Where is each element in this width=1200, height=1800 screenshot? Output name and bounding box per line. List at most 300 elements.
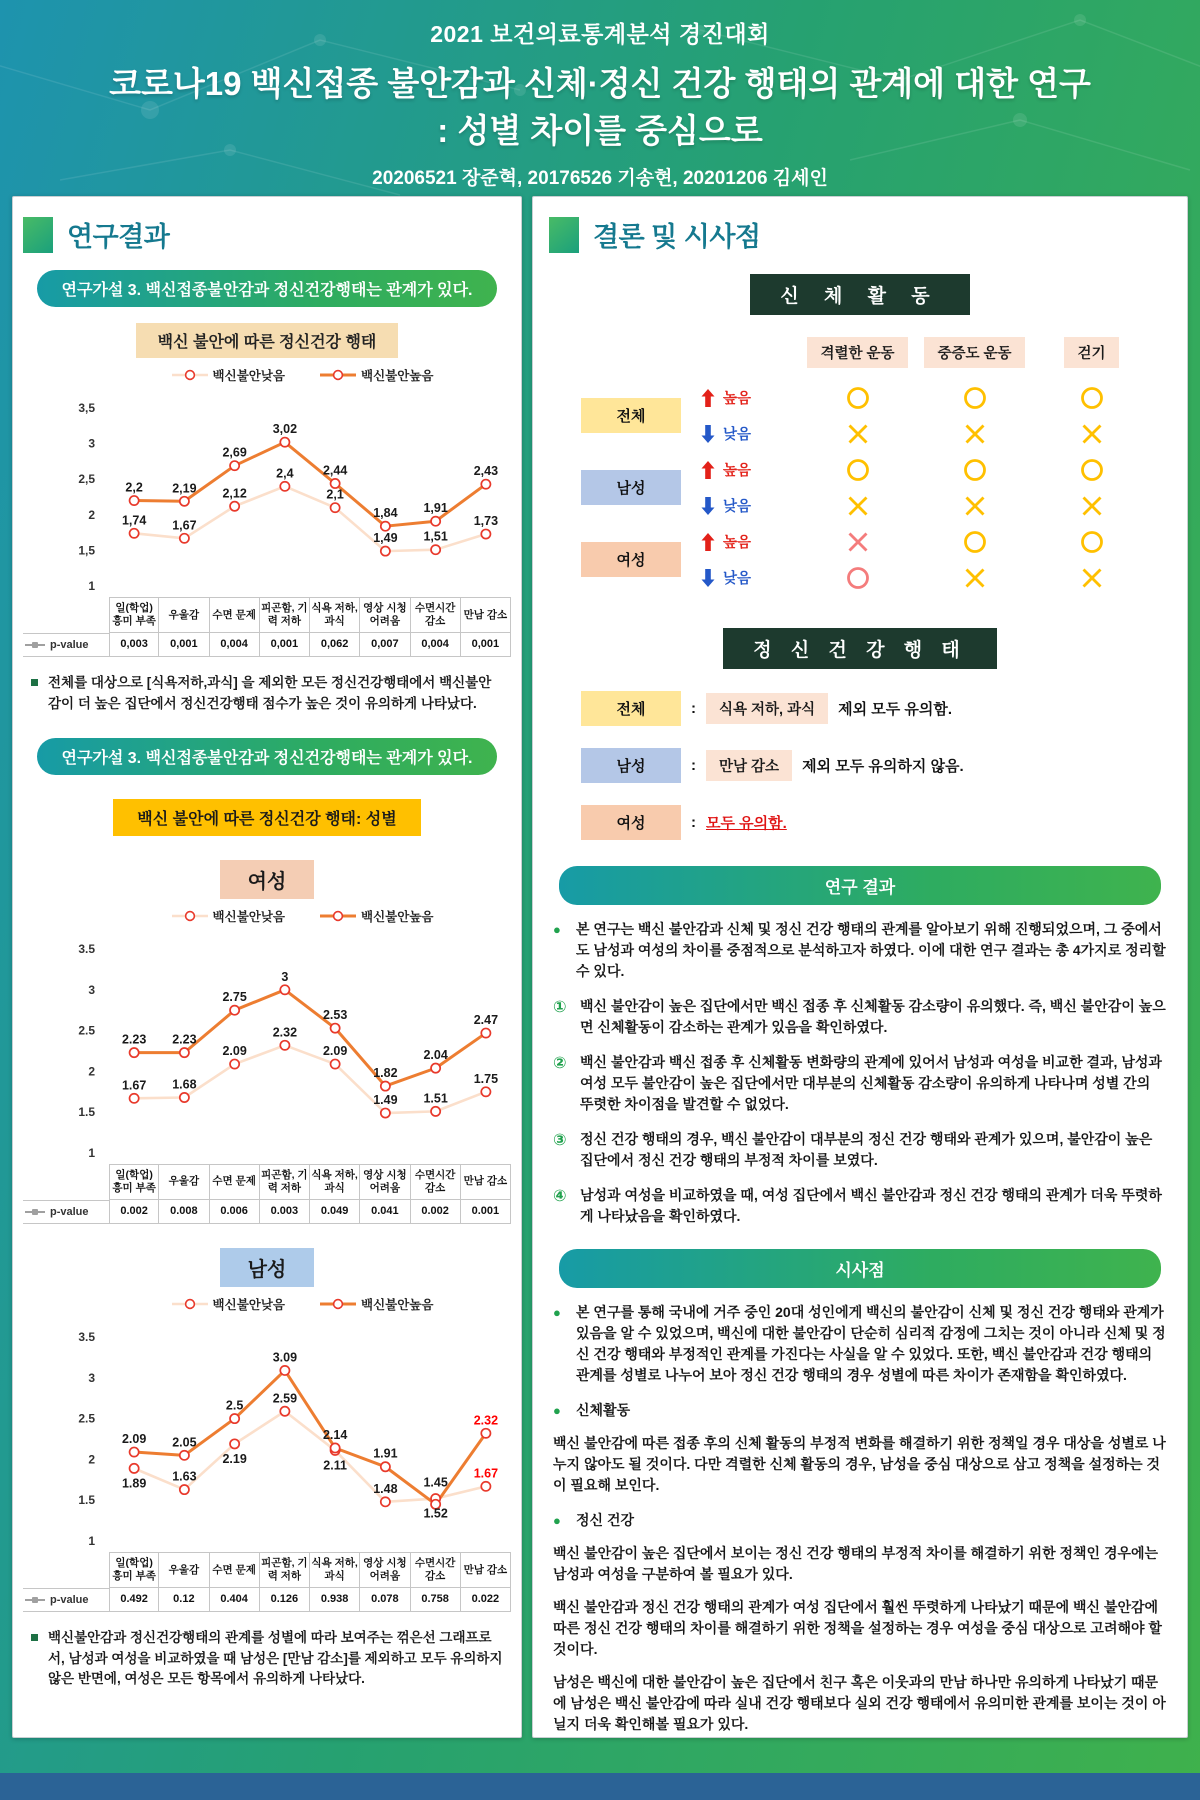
implication-paragraph: 남성은 백신에 대한 불안감이 높은 집단에서 친구 혹은 이웃과의 만남 하나만 유의하게 나타났기 때문에 남성은 백신 불안감에 따라 실내 건강 행태보다 실외 건강 행태에서 유의미한 관계를 보이는 것이 아닐지 더욱 확인해볼 필요가 있다. bbox=[553, 1674, 1166, 1732]
svg-text:2,19: 2,19 bbox=[172, 481, 197, 496]
legend-label: 백신불안낮음 bbox=[212, 1298, 285, 1312]
p-value-cell: 0.049 bbox=[310, 1200, 360, 1224]
low-label: 낮음 bbox=[723, 499, 752, 515]
svg-text:2.09: 2.09 bbox=[121, 1432, 147, 1447]
mental-health-summary bbox=[549, 691, 1171, 840]
implications-intro bbox=[553, 1302, 1167, 1386]
high-row-label bbox=[701, 381, 799, 414]
mental-text: 제외 모두 유의함. bbox=[838, 701, 953, 718]
line-plot bbox=[23, 386, 511, 592]
mental-health-title: 정 신 건 강 행 태 bbox=[723, 628, 997, 669]
symbol-cell bbox=[799, 489, 916, 522]
svg-text:1.45: 1.45 bbox=[423, 1475, 448, 1490]
svg-text:1,5: 1,5 bbox=[78, 543, 95, 558]
symbol-cell bbox=[799, 417, 916, 450]
physical-activity-table bbox=[581, 337, 1171, 594]
svg-text:1,84: 1,84 bbox=[373, 506, 398, 521]
legend-item bbox=[319, 1295, 433, 1313]
legend-marker-icon bbox=[171, 369, 209, 381]
arrow-down-icon bbox=[701, 424, 715, 444]
svg-text:2,44: 2,44 bbox=[322, 463, 348, 478]
svg-text:1.49: 1.49 bbox=[373, 1092, 398, 1107]
svg-text:2: 2 bbox=[88, 1452, 95, 1467]
female-label-box: 여성 bbox=[220, 860, 315, 899]
legend-item bbox=[319, 907, 433, 925]
legend-marker-icon bbox=[319, 1298, 357, 1310]
x-symbol-icon bbox=[845, 493, 871, 519]
svg-text:2.5: 2.5 bbox=[225, 1398, 244, 1413]
p-value-cell: 0.126 bbox=[260, 1588, 310, 1612]
svg-text:1.75: 1.75 bbox=[473, 1071, 499, 1086]
category-header-cell: 우울감 bbox=[159, 1164, 209, 1200]
symbol-cell bbox=[799, 525, 916, 558]
legend-label: 백신불안높음 bbox=[361, 369, 434, 383]
x-symbol-icon bbox=[1079, 421, 1105, 447]
physical-column-header bbox=[1033, 337, 1150, 368]
p-value-cell: 0,062 bbox=[310, 633, 360, 657]
svg-text:3.5: 3.5 bbox=[78, 1330, 95, 1344]
p-value-cell: 0.002 bbox=[411, 1200, 461, 1224]
p-value-label: p-value bbox=[50, 1206, 89, 1218]
symbol-cell bbox=[1033, 453, 1150, 486]
hypothesis-banner-2: 연구가설 3. 백신접종불안감과 정신건강행태는 관계가 있다. bbox=[37, 738, 497, 775]
point-text: 백신 불안감과 백신 접종 후 신체활동 변화량의 관계에 있어서 남성과 여성을 비교한 결과, 남성과 여성 모두 불안감이 높은 집단에서만 대부분의 신체활동 감소량이 유의하게 나타나며 성별 간의 뚜렷한 차이점을 발견할 수 없었다. bbox=[580, 1054, 1162, 1112]
implication-mental-heading-text: 정신 건강 bbox=[576, 1512, 634, 1528]
physical-column-chip: 중증도 운동 bbox=[924, 337, 1024, 368]
colon: : bbox=[691, 757, 696, 774]
mental-group-label: 전체 bbox=[581, 691, 681, 726]
authors: 20206521 장준혁, 20176526 기송현, 20201206 김세인 bbox=[372, 167, 828, 189]
point-text: 정신 건강 행태의 경우, 백신 불안감이 대부분의 정신 건강 행태와 관계가 있으며, 불안감이 높은 집단에서 정신 건강 행태의 부정적 차이를 보였다. bbox=[580, 1131, 1153, 1168]
conclusion-section-title: 결론 및 시사점 bbox=[593, 222, 761, 252]
chart-table bbox=[23, 1552, 511, 1612]
svg-text:1.63: 1.63 bbox=[172, 1469, 197, 1484]
results-intro bbox=[553, 919, 1167, 982]
svg-text:2.09: 2.09 bbox=[222, 1043, 247, 1058]
physical-column-chip: 걷기 bbox=[1064, 337, 1118, 368]
category-header-cell: 영상 시청 어려움 bbox=[360, 1552, 410, 1588]
low-row-label bbox=[701, 561, 799, 594]
point-text: 남성과 여성을 비교하였을 때, 여성 집단에서 백신 불안감과 정신 건강 행태의 관계가 더욱 뚜렷하게 나타났음을 확인하였다. bbox=[580, 1187, 1162, 1224]
legend-item bbox=[171, 907, 285, 925]
high-label: 높음 bbox=[723, 391, 752, 407]
x-symbol-icon bbox=[962, 421, 988, 447]
category-header-cell: 수면 문제 bbox=[210, 1552, 260, 1588]
poster-body bbox=[0, 196, 1200, 1738]
svg-text:2,4: 2,4 bbox=[276, 466, 294, 481]
result-point bbox=[553, 996, 1167, 1038]
poster-title-line2: : 성별 차이를 중심으로 bbox=[437, 111, 763, 149]
p-value-cell: 0,004 bbox=[210, 633, 260, 657]
svg-text:2.09: 2.09 bbox=[322, 1043, 348, 1058]
chart1-title-box: 백신 불안에 따른 정신건강 행태 bbox=[136, 323, 399, 358]
svg-text:2.47: 2.47 bbox=[473, 1012, 499, 1027]
svg-text:2.05: 2.05 bbox=[172, 1435, 197, 1450]
legend-label: 백신불안높음 bbox=[361, 909, 434, 924]
physical-group-label: 전체 bbox=[581, 398, 681, 433]
svg-text:1.82: 1.82 bbox=[373, 1065, 398, 1080]
svg-text:1,74: 1,74 bbox=[121, 513, 147, 528]
p-value-marker-icon bbox=[25, 644, 45, 646]
circle-symbol-icon bbox=[962, 385, 988, 411]
physical-activity-title: 신 체 활 동 bbox=[750, 274, 969, 315]
male-label-box: 남성 bbox=[220, 1248, 315, 1287]
physical-column-header bbox=[799, 337, 916, 368]
mental-group-label: 여성 bbox=[581, 805, 681, 840]
p-value-cell: 0,003 bbox=[109, 633, 159, 657]
chart-male bbox=[23, 1295, 511, 1612]
category-header-cell: 수면시간 감소 bbox=[411, 1552, 461, 1588]
svg-text:2.19: 2.19 bbox=[222, 1451, 247, 1466]
poster-title bbox=[0, 61, 1200, 155]
symbol-cell bbox=[916, 489, 1033, 522]
point-number-icon: ② bbox=[553, 1055, 567, 1072]
p-value-cell: 0.022 bbox=[461, 1588, 511, 1612]
results-section-header bbox=[23, 215, 511, 254]
svg-text:3: 3 bbox=[88, 436, 95, 451]
p-value-label: p-value bbox=[50, 639, 89, 652]
high-label: 높음 bbox=[723, 463, 752, 479]
p-value-cell: 0.758 bbox=[411, 1588, 461, 1612]
svg-text:2.23: 2.23 bbox=[121, 1032, 147, 1047]
circle-symbol-icon bbox=[1079, 457, 1105, 483]
poster-header bbox=[0, 0, 1200, 196]
contest-title: 2021 보건의료통계분석 경진대회 bbox=[430, 21, 770, 47]
svg-text:2,1: 2,1 bbox=[326, 487, 344, 502]
low-row-label bbox=[701, 417, 799, 450]
mental-summary-row bbox=[581, 748, 1171, 783]
svg-text:3,5: 3,5 bbox=[78, 401, 95, 415]
left-panel-results bbox=[12, 196, 522, 1738]
legend-label: 백신불안낮음 bbox=[212, 909, 285, 924]
svg-text:2.53: 2.53 bbox=[322, 1007, 348, 1022]
circle-symbol-icon bbox=[1079, 529, 1105, 555]
category-header-cell: 영상 시청 어려움 bbox=[360, 597, 410, 633]
symbol-cell bbox=[916, 561, 1033, 594]
legend-label: 백신불안낮음 bbox=[212, 369, 285, 383]
circle-symbol-icon bbox=[845, 385, 871, 411]
mental-chip: 만남 감소 bbox=[706, 750, 792, 781]
results-section-title: 연구결과 bbox=[67, 222, 170, 252]
svg-text:2.14: 2.14 bbox=[322, 1427, 348, 1442]
p-value-cell: 0.938 bbox=[310, 1588, 360, 1612]
circle-symbol-icon bbox=[1079, 385, 1105, 411]
right-panel-conclusion bbox=[532, 196, 1188, 1738]
mental-summary-row bbox=[581, 691, 1171, 726]
symbol-cell bbox=[916, 453, 1033, 486]
svg-text:2: 2 bbox=[88, 507, 95, 522]
x-symbol-icon bbox=[845, 529, 871, 555]
chart-female bbox=[23, 907, 511, 1224]
p-value-marker-icon bbox=[25, 1211, 45, 1213]
physical-group-cell bbox=[581, 542, 701, 577]
legend-item bbox=[171, 1295, 285, 1313]
implications-banner: 시사점 bbox=[559, 1249, 1161, 1288]
mental-text: 제외 모두 유의하지 않음. bbox=[802, 758, 964, 775]
p-value-cell: 0,007 bbox=[360, 633, 410, 657]
p-value-cell: 0.006 bbox=[210, 1200, 260, 1224]
category-header-cell: 만남 감소 bbox=[461, 597, 511, 633]
implication-mental-heading bbox=[553, 1510, 1167, 1531]
svg-text:2,2: 2,2 bbox=[125, 480, 143, 495]
p-value-cell: 0,001 bbox=[461, 633, 511, 657]
results-banner: 연구 결과 bbox=[559, 866, 1161, 905]
p-value-cell: 0,001 bbox=[159, 633, 209, 657]
p-value-cell: 0.008 bbox=[159, 1200, 209, 1224]
category-header-cell: 피곤함, 기력 저하 bbox=[260, 1552, 310, 1588]
p-value-cell: 0.041 bbox=[360, 1200, 410, 1224]
legend-marker-icon bbox=[319, 369, 357, 381]
line-plot bbox=[23, 927, 511, 1159]
category-header-cell: 만남 감소 bbox=[461, 1552, 511, 1588]
section-square-icon bbox=[23, 217, 53, 253]
svg-text:3.5: 3.5 bbox=[78, 941, 95, 956]
svg-text:2,69: 2,69 bbox=[222, 445, 247, 460]
poster-title-line1: 코로나19 백신접종 불안감과 신체·정신 건강 행태의 관계에 대한 연구 bbox=[109, 65, 1091, 102]
legend-item bbox=[319, 366, 433, 384]
implication-paragraph: 백신 불안감이 높은 집단에서 보이는 정신 건강 행태의 부정적 차이를 해결하기 위한 정책인 경우에는 남성과 여성을 구분하여 볼 필요가 있다. bbox=[553, 1545, 1159, 1582]
conclusion-section-header bbox=[549, 215, 1171, 254]
p-value-cell: 0,001 bbox=[260, 633, 310, 657]
point-number-icon: ① bbox=[553, 999, 567, 1016]
x-symbol-icon bbox=[845, 421, 871, 447]
legend-label: 백신불안높음 bbox=[361, 1298, 434, 1312]
svg-text:2.5: 2.5 bbox=[78, 1411, 95, 1426]
table-corner-blank bbox=[23, 1164, 109, 1200]
category-header-cell: 만남 감소 bbox=[461, 1164, 511, 1200]
svg-text:2.23: 2.23 bbox=[172, 1032, 197, 1047]
category-header-cell: 피곤함, 기력 저하 bbox=[260, 597, 310, 633]
svg-text:2,5: 2,5 bbox=[78, 472, 95, 487]
physical-group-cell bbox=[581, 398, 701, 433]
note-2-text: 백신불안감과 정신건강행태의 관계를 성별에 따라 보여주는 꺾은선 그래프로서, 남성과 여성을 비교하였을 때 남성은 [만남 감소]를 제외하고 모두 유의하지 않은 반면에, 여성은 모든 항목에서 유의하게 나타났다. bbox=[48, 1630, 503, 1686]
svg-text:1.89: 1.89 bbox=[121, 1476, 147, 1491]
implications-intro-text: 본 연구를 통해 국내에 거주 중인 20대 성인에게 백신의 불안감이 신체 및 정신 건강 행태와 관계가 있음을 알 수 있었으며, 백신에 대한 불안감이 단순히 심리적 감정에 그치는 것이 아니라 신체 및 정신 건강 행태와 부정적인 관계를 가진다는 사실을 알 수 있었다. 또한, 백신 불안감과 건강 행태의 관계를 성별로 나누어 보아 정신 건강 행태의 경우 성별에 따른 차이가 존재함을 확인하였다. bbox=[576, 1304, 1166, 1383]
hypothesis-banner-1: 연구가설 3. 백신접종불안감과 정신건강행태는 관계가 있다. bbox=[37, 270, 497, 307]
square-bullet-icon bbox=[31, 1634, 38, 1641]
colon: : bbox=[691, 700, 696, 717]
arrow-up-icon bbox=[701, 532, 715, 552]
legend-marker-icon bbox=[171, 910, 209, 922]
symbol-cell bbox=[1033, 489, 1150, 522]
point-number-icon: ③ bbox=[553, 1132, 567, 1149]
category-header-cell: 우울감 bbox=[159, 597, 209, 633]
p-value-marker-icon bbox=[25, 1599, 45, 1601]
x-symbol-icon bbox=[962, 565, 988, 591]
svg-text:2.11: 2.11 bbox=[323, 1458, 347, 1473]
circle-symbol-icon bbox=[962, 529, 988, 555]
chart-table bbox=[23, 597, 511, 657]
low-label: 낮음 bbox=[723, 571, 752, 587]
category-header-cell: 일(학업) 흥미 부족 bbox=[109, 597, 159, 633]
point-text: 백신 불안감이 높은 집단에서만 백신 접종 후 신체활동 감소량이 유의했다. 즉, 백신 불안감이 높으면 신체활동이 감소하는 관계가 있음을 확인하였다. bbox=[580, 998, 1166, 1035]
svg-text:2.04: 2.04 bbox=[423, 1047, 448, 1062]
chart2-title-box: 백신 불안에 따른 정신건강 행태: 성별 bbox=[113, 799, 420, 836]
p-value-row-label bbox=[23, 1200, 109, 1224]
x-symbol-icon bbox=[1079, 493, 1105, 519]
chart-legend bbox=[23, 907, 511, 925]
footer-bar bbox=[0, 1773, 1200, 1800]
p-value-cell: 0.003 bbox=[260, 1200, 310, 1224]
category-header-cell: 수면시간 감소 bbox=[411, 597, 461, 633]
note-1 bbox=[31, 673, 503, 714]
svg-text:2.75: 2.75 bbox=[222, 989, 247, 1004]
svg-text:2,43: 2,43 bbox=[473, 464, 499, 479]
physical-column-header bbox=[916, 337, 1033, 368]
svg-text:1.5: 1.5 bbox=[78, 1104, 95, 1119]
implication-physical-heading bbox=[553, 1400, 1167, 1421]
arrow-up-icon bbox=[701, 460, 715, 480]
symbol-cell bbox=[1033, 381, 1150, 414]
table-corner-blank bbox=[23, 597, 109, 633]
category-header-cell: 수면시간 감소 bbox=[411, 1164, 461, 1200]
implication-paragraph: 백신 불안감과 정신 건강 행태의 관계가 여성 집단에서 훨씬 뚜렷하게 나타났기 때문에 백신 불안감에 따른 정신 건강 행태의 차이를 해결하기 위한 정책을 설정하는 경우 여성을 중심 대상으로 고려해야 할 것이다. bbox=[553, 1599, 1162, 1657]
mental-group-label: 남성 bbox=[581, 748, 681, 783]
p-value-row-label bbox=[23, 1588, 109, 1612]
high-row-label bbox=[701, 525, 799, 558]
svg-text:2.32: 2.32 bbox=[272, 1025, 298, 1040]
result-point bbox=[553, 1185, 1167, 1227]
circle-symbol-icon bbox=[962, 457, 988, 483]
circle-bullet-icon: ● bbox=[553, 1403, 561, 1418]
implication-physical-text: 백신 불안감에 따른 접종 후의 신체 활동의 부정적 변화를 해결하기 위한 정책일 경우 대상을 성별로 나누지 않아도 될 것이다. 다만 격렬한 신체 활동의 경우, 남성을 중심 대상으로 삼고 정책을 설정하는 것이 필요해 보인다. bbox=[553, 1435, 1166, 1493]
symbol-cell bbox=[916, 417, 1033, 450]
svg-text:3: 3 bbox=[88, 1370, 95, 1385]
svg-text:1.51: 1.51 bbox=[423, 1091, 448, 1106]
category-header-cell: 식욕 저하, 과식 bbox=[310, 597, 360, 633]
p-value-label: p-value bbox=[50, 1594, 89, 1607]
p-value-cell: 0.404 bbox=[210, 1588, 260, 1612]
low-row-label bbox=[701, 489, 799, 522]
circle-bullet-icon: ● bbox=[553, 1513, 561, 1528]
implication-mental-paragraphs bbox=[549, 1543, 1171, 1735]
table-corner-blank bbox=[23, 1552, 109, 1588]
x-symbol-icon bbox=[962, 493, 988, 519]
category-header-cell: 식욕 저하, 과식 bbox=[310, 1552, 360, 1588]
svg-text:1,49: 1,49 bbox=[373, 531, 398, 546]
svg-text:3.09: 3.09 bbox=[272, 1350, 298, 1365]
symbol-cell bbox=[916, 381, 1033, 414]
mental-text: 모두 유의함. bbox=[706, 815, 787, 832]
svg-text:1.5: 1.5 bbox=[78, 1493, 95, 1508]
svg-text:2.59: 2.59 bbox=[272, 1391, 298, 1406]
point-number-icon: ④ bbox=[553, 1188, 567, 1205]
note-2 bbox=[31, 1628, 503, 1689]
note-1-text: 전체를 대상으로 [식욕저하,과식] 을 제외한 모든 정신건강행태에서 백신불안감이 더 높은 집단에서 정신건강행태 점수가 높은 것이 유의하게 나타났다. bbox=[48, 675, 492, 711]
svg-text:3,02: 3,02 bbox=[272, 422, 298, 437]
svg-text:1.67: 1.67 bbox=[121, 1078, 147, 1093]
p-value-cell: 0.492 bbox=[109, 1588, 159, 1612]
high-row-label bbox=[701, 453, 799, 486]
p-value-cell: 0.12 bbox=[159, 1588, 209, 1612]
svg-text:1,51: 1,51 bbox=[423, 529, 448, 544]
p-value-cell: 0.078 bbox=[360, 1588, 410, 1612]
section-square-icon bbox=[549, 217, 579, 253]
legend-marker-icon bbox=[171, 1298, 209, 1310]
high-label: 높음 bbox=[723, 535, 752, 551]
svg-text:1,73: 1,73 bbox=[473, 514, 499, 529]
implication-physical-heading-text: 신체활동 bbox=[576, 1402, 631, 1418]
symbol-cell bbox=[1033, 417, 1150, 450]
results-points bbox=[549, 996, 1171, 1227]
category-header-cell: 식욕 저하, 과식 bbox=[310, 1164, 360, 1200]
chart-total bbox=[23, 366, 511, 657]
legend-item bbox=[171, 366, 285, 384]
low-label: 낮음 bbox=[723, 427, 752, 443]
category-header-cell: 일(학업) 흥미 부족 bbox=[109, 1164, 159, 1200]
result-point bbox=[553, 1052, 1167, 1115]
svg-text:3: 3 bbox=[88, 982, 95, 997]
svg-text:1.48: 1.48 bbox=[373, 1481, 398, 1496]
category-header-cell: 수면 문제 bbox=[210, 1164, 260, 1200]
colon: : bbox=[691, 814, 696, 831]
svg-text:2: 2 bbox=[88, 1064, 95, 1079]
symbol-cell bbox=[799, 561, 916, 594]
symbol-cell bbox=[799, 381, 916, 414]
svg-text:2.5: 2.5 bbox=[78, 1023, 95, 1038]
category-header-cell: 영상 시청 어려움 bbox=[360, 1164, 410, 1200]
svg-text:2.32: 2.32 bbox=[473, 1413, 499, 1428]
svg-text:1.67: 1.67 bbox=[473, 1466, 499, 1481]
svg-text:1: 1 bbox=[88, 579, 95, 592]
chart-legend bbox=[23, 366, 511, 384]
square-bullet-icon bbox=[31, 679, 38, 686]
results-intro-text: 본 연구는 백신 불안감과 신체 및 정신 건강 행태의 관계를 알아보기 위해 진행되었으며, 그 중에서도 남성과 여성의 차이를 중점적으로 분석하고자 하였다. 이에 대한 연구 결과는 총 4가지로 정리할 수 있다. bbox=[576, 921, 1166, 979]
line-plot bbox=[23, 1315, 511, 1547]
svg-text:2,12: 2,12 bbox=[222, 486, 247, 501]
svg-text:1: 1 bbox=[88, 1534, 95, 1547]
physical-group-cell bbox=[581, 470, 701, 505]
svg-text:1,91: 1,91 bbox=[423, 501, 448, 516]
p-value-row-label bbox=[23, 633, 109, 657]
p-value-cell: 0.001 bbox=[461, 1200, 511, 1224]
category-header-cell: 피곤함, 기력 저하 bbox=[260, 1164, 310, 1200]
category-header-cell: 일(학업) 흥미 부족 bbox=[109, 1552, 159, 1588]
svg-text:1,67: 1,67 bbox=[172, 518, 197, 533]
mental-chip: 식욕 저하, 과식 bbox=[706, 693, 828, 724]
p-value-cell: 0.002 bbox=[109, 1200, 159, 1224]
svg-text:1.68: 1.68 bbox=[172, 1077, 197, 1092]
result-point bbox=[553, 1129, 1167, 1171]
arrow-up-icon bbox=[701, 388, 715, 408]
circle-symbol-icon bbox=[845, 565, 871, 591]
arrow-down-icon bbox=[701, 496, 715, 516]
svg-text:1: 1 bbox=[88, 1145, 95, 1159]
x-symbol-icon bbox=[1079, 565, 1105, 591]
svg-text:1.91: 1.91 bbox=[373, 1446, 398, 1461]
category-header-cell: 우울감 bbox=[159, 1552, 209, 1588]
physical-column-chip: 격렬한 운동 bbox=[807, 337, 907, 368]
symbol-cell bbox=[1033, 561, 1150, 594]
legend-marker-icon bbox=[319, 910, 357, 922]
physical-group-label: 여성 bbox=[581, 542, 681, 577]
arrow-down-icon bbox=[701, 568, 715, 588]
p-value-cell: 0,004 bbox=[411, 633, 461, 657]
symbol-cell bbox=[1033, 525, 1150, 558]
circle-bullet-icon: ● bbox=[553, 1305, 561, 1320]
circle-symbol-icon bbox=[845, 457, 871, 483]
svg-text:1.52: 1.52 bbox=[423, 1506, 448, 1521]
physical-group-label: 남성 bbox=[581, 470, 681, 505]
svg-text:3: 3 bbox=[281, 969, 289, 984]
symbol-cell bbox=[916, 525, 1033, 558]
symbol-cell bbox=[799, 453, 916, 486]
category-header-cell: 수면 문제 bbox=[210, 597, 260, 633]
circle-bullet-icon: ● bbox=[553, 922, 561, 937]
mental-summary-row bbox=[581, 805, 1171, 840]
chart-table bbox=[23, 1164, 511, 1224]
chart-legend bbox=[23, 1295, 511, 1313]
